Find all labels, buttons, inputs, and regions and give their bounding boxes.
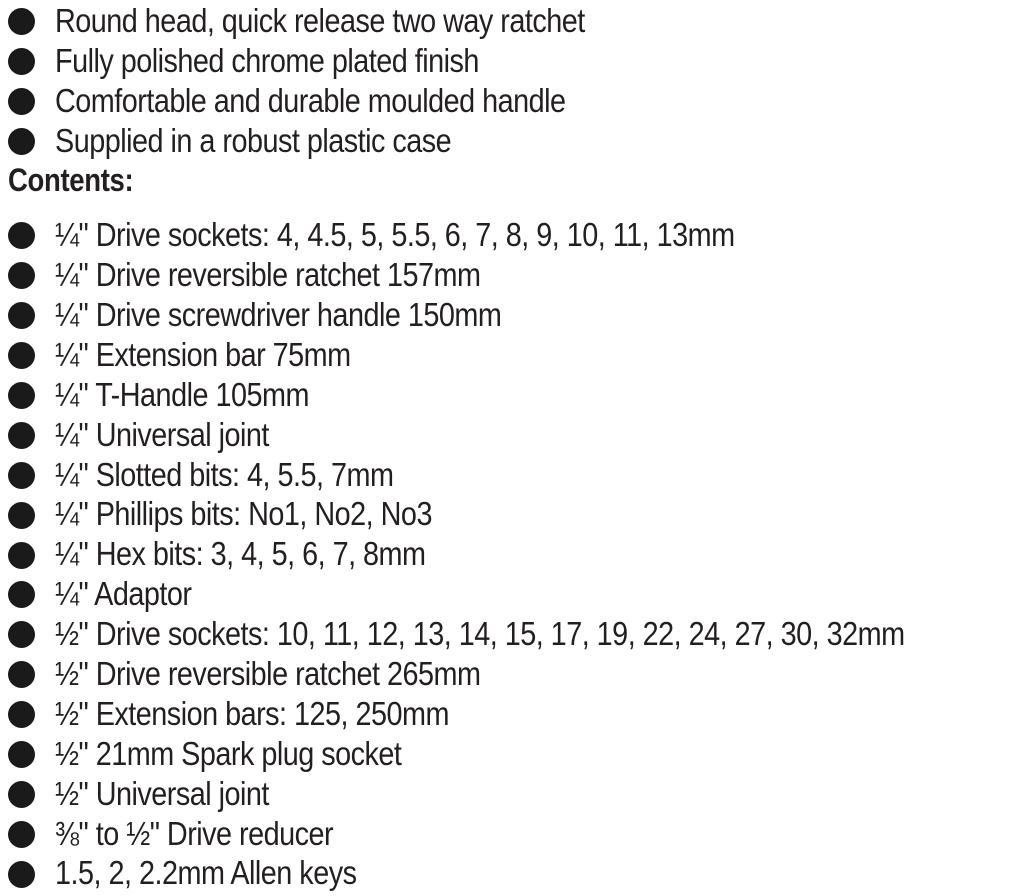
bullet-icon (8, 502, 35, 529)
contents-text: ¼" Hex bits: 3, 4, 5, 6, 7, 8mm (55, 536, 426, 574)
feature-text: Fully polished chrome plated finish (55, 43, 479, 81)
feature-item (0, 122, 1013, 162)
bullet-icon (8, 701, 35, 728)
bullet-icon (8, 861, 35, 888)
contents-item (0, 455, 1013, 495)
bullet-icon (8, 661, 35, 688)
contents-text: ½" Drive sockets: 10, 11, 12, 13, 14, 15, 17, 19, 22, 24, 27, 30, 32mm (55, 616, 905, 654)
contents-item (0, 256, 1013, 296)
feature-item (0, 42, 1013, 82)
contents-text: 1.5, 2, 2.2mm Allen keys (55, 855, 357, 893)
contents-text: ¼" Adaptor (55, 576, 192, 614)
contents-item (0, 495, 1013, 535)
contents-text: ¼" Drive reversible ratchet 157mm (55, 257, 481, 295)
bullet-icon (8, 621, 35, 648)
contents-heading: Contents: (8, 162, 134, 198)
contents-list (0, 216, 1013, 894)
contents-text: ¼" T-Handle 105mm (55, 376, 309, 414)
bullet-icon (8, 542, 35, 569)
bullet-icon (8, 48, 35, 75)
bullet-icon (8, 422, 35, 449)
contents-text: ¼" Universal joint (55, 416, 269, 454)
contents-item (0, 735, 1013, 775)
contents-text: ½" Drive reversible ratchet 265mm (55, 655, 481, 693)
contents-item (0, 535, 1013, 575)
contents-text: ¼" Drive sockets: 4, 4.5, 5, 5.5, 6, 7, 8, 9, 10, 11, 13mm (55, 217, 735, 255)
bullet-icon (8, 88, 35, 115)
contents-item (0, 216, 1013, 256)
contents-item (0, 336, 1013, 376)
contents-item (0, 575, 1013, 615)
feature-item (0, 82, 1013, 122)
bullet-icon (8, 581, 35, 608)
contents-item (0, 774, 1013, 814)
bullet-icon (8, 342, 35, 369)
feature-text: Comfortable and durable moulded handle (55, 82, 566, 120)
contents-item (0, 695, 1013, 735)
contents-text: ¼" Extension bar 75mm (55, 336, 351, 374)
bullet-icon (8, 128, 35, 155)
contents-item (0, 296, 1013, 336)
contents-text: ¼" Drive screwdriver handle 150mm (55, 296, 502, 334)
contents-text: ⅜" to ½" Drive reducer (55, 815, 334, 853)
contents-item (0, 655, 1013, 695)
bullet-icon (8, 382, 35, 409)
contents-item (0, 376, 1013, 416)
feature-item (0, 2, 1013, 42)
contents-text: ½" Extension bars: 125, 250mm (55, 695, 450, 733)
bullet-icon (8, 741, 35, 768)
bullet-icon (8, 462, 35, 489)
contents-text: ¼" Slotted bits: 4, 5.5, 7mm (55, 456, 394, 494)
feature-text: Round head, quick release two way ratchet (55, 3, 585, 41)
contents-text: ½" 21mm Spark plug socket (55, 735, 402, 773)
bullet-icon (8, 302, 35, 329)
feature-text: Supplied in a robust plastic case (55, 122, 452, 160)
bullet-icon (8, 821, 35, 848)
bullet-icon (8, 8, 35, 35)
bullet-icon (8, 781, 35, 808)
bullet-icon (8, 262, 35, 289)
contents-text: ¼" Phillips bits: No1, No2, No3 (55, 496, 432, 534)
bullet-icon (8, 222, 35, 249)
contents-item (0, 415, 1013, 455)
contents-item (0, 854, 1013, 894)
features-list (0, 2, 1013, 162)
contents-item (0, 814, 1013, 854)
contents-item (0, 615, 1013, 655)
contents-text: ½" Universal joint (55, 775, 269, 813)
